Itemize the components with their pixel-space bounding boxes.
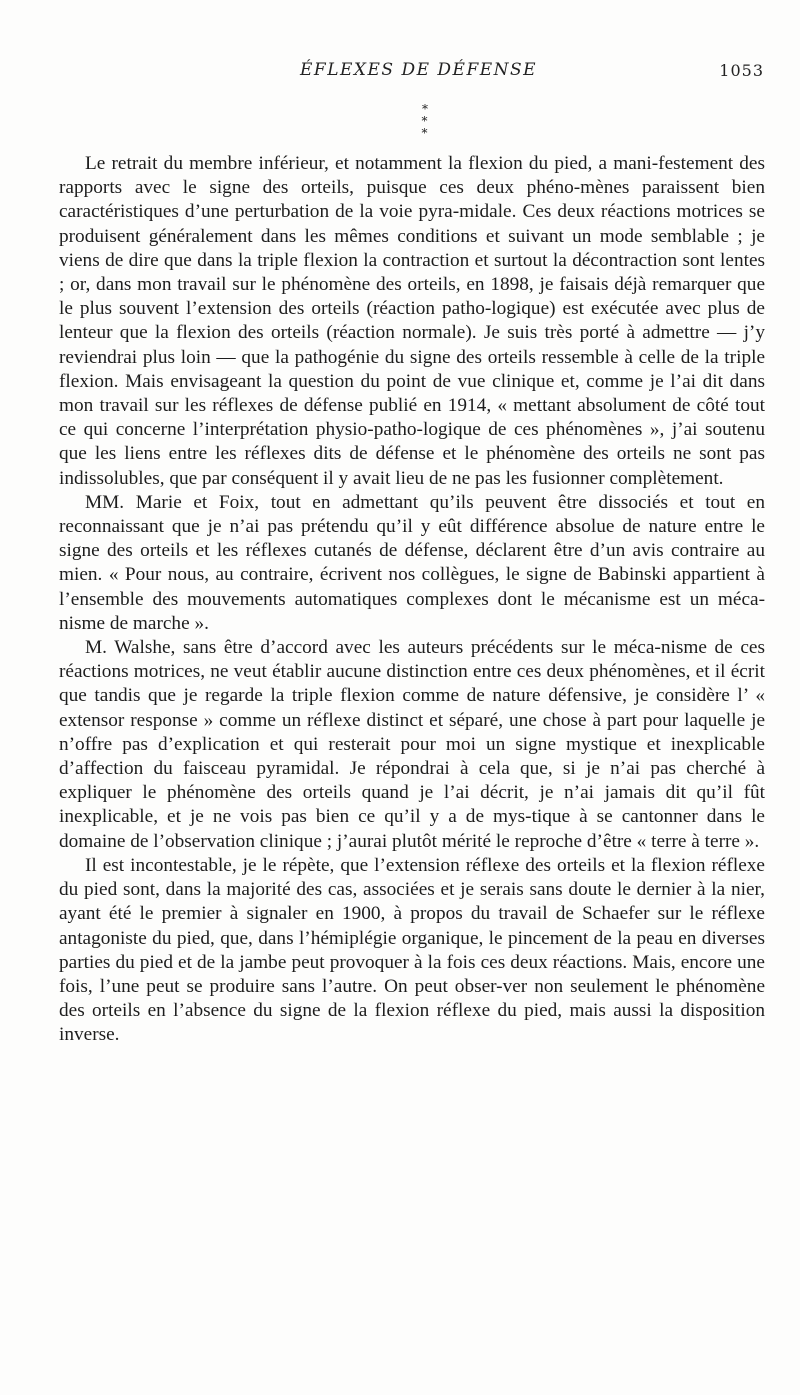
paragraph-association: Il est incontestable, je le répète, que l’extension réflexe des orteils et la flexion réflexe du pied sont, dans la majorité des cas, associées et je serais sans doute le dernier à la nier, ayant été le premier à signaler en 1900, à propos du travail de Schaefer sur le réflexe antagoniste du pied, que, dans l’hémiplégie organique, le pincement de la peau en diverses parties du pied et de la jambe peut provoquer à la fois ces deux réactions. Mais, encore une fois, l’une peut se produire sans l’autre. On peut obser-ver non seulement le phénomène des orteils en l’absence du signe de la flexion réflexe du pied, mais aussi la disposition inverse.	[59, 854, 765, 1046]
page-number: 1053	[719, 61, 764, 80]
asterism-bottom-stars: * *	[421, 114, 434, 140]
running-head	[0, 60, 800, 90]
running-title: ÉFLEXES DE DÉFENSE	[300, 60, 538, 80]
paragraph-triple-flexion: Le retrait du membre inférieur, et notamment la flexion du pied, a mani-festement des rapports avec le signe des orteils, puisque ces deux phéno-mènes paraissent bien caractéristiques d’une perturbation de la voie pyra-midale. Ces deux réactions motrices se produisent généralement dans les mêmes conditions et suivant un mode semblable ; je viens de dire que dans la triple flexion la contraction et surtout la décontraction sont lentes ; or, dans mon travail sur le phénomène des orteils, en 1898, je faisais déjà remarquer que le plus souvent l’extension des orteils (réaction patho-logique) est exécutée avec plus de lenteur que la flexion des orteils (réaction normale). Je suis très porté à admettre — j’y reviendrai plus loin — que la pathogénie du signe des orteils ressemble à celle de la triple flexion. Mais envisageant la question du point de vue clinique et, comme je l’ai dit dans mon travail sur les réflexes de défense publié en 1914, « mettant absolument de côté tout ce qui concerne l’interprétation physio-patho-logique de ces phénomènes », j’ai soutenu que les liens entre les réflexes dits de défense et le phénomène des orteils ne sont pas indissolubles, que par conséquent il y avait lieu de ne pas les fusionner complètement.	[59, 153, 765, 489]
section-separator-asterism	[410, 103, 440, 139]
body-text	[59, 152, 765, 1048]
paragraph-walshe: M. Walshe, sans être d’accord avec les auteurs précédents sur le méca-nisme de ces réactions motrices, ne veut établir aucune distinction entre ces deux phénomènes, et il écrit que tandis que je regarde la triple flexion comme de nature défensive, je considère l’ « extensor response » comme un réflexe distinct et séparé, une chose à part pour laquelle je n’offre pas d’explication et qui resterait pour moi un signe mystique et inexplicable d’affection du faisceau pyramidal. Je répondrai à cela que, si je n’ai pas cherché à expliquer le phénomène des orteils quand je l’ai décrit, je n’ai jamais dit qu’il fût inexplicable, et je ne vois pas bien ce qu’il y a de mys-tique à se cantonner dans le domaine de l’observation clinique ; j’aurai plutôt mérité le reproche d’être « terre à terre ».	[59, 637, 765, 852]
asterism-top-star: *	[422, 102, 428, 116]
paragraph-marie-foix: MM. Marie et Foix, tout en admettant qu’ils peuvent être dissociés et tout en reconnaissant que je n’ai pas prétendu qu’il y eût différence absolue de nature entre le signe des orteils et les réflexes cutanés de défense, déclarent être d’un avis contraire au mien. « Pour nous, au contraire, écrivent nos collègues, le signe de Babinski appartient à l’ensemble des mouvements automatiques complexes dont le mécanisme est un méca-nisme de marche ».	[59, 491, 765, 634]
